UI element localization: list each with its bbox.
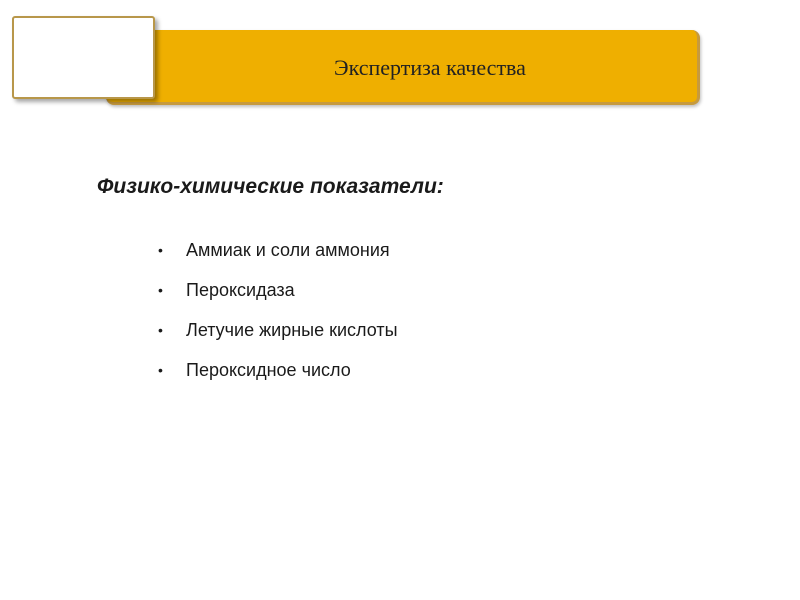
list-item [158,350,398,390]
list-item-text: Летучие жирные кислоты [186,319,398,340]
bullet-icon: • [158,322,163,338]
bullet-icon: • [158,362,163,378]
corner-placeholder-box [12,16,155,99]
list-item-text: Пероксидное число [186,359,351,380]
list-item [158,270,398,310]
list-item-text: Пероксидаза [186,279,295,300]
bullet-icon: • [158,282,163,298]
bullet-list [158,230,398,390]
slide-title: Экспертиза качества [334,54,526,80]
list-item [158,230,398,270]
list-item [158,310,398,350]
list-item-text: Аммиак и соли аммония [186,239,390,260]
section-heading: Физико-химические показатели: [97,175,444,198]
bullet-icon: • [158,242,163,258]
